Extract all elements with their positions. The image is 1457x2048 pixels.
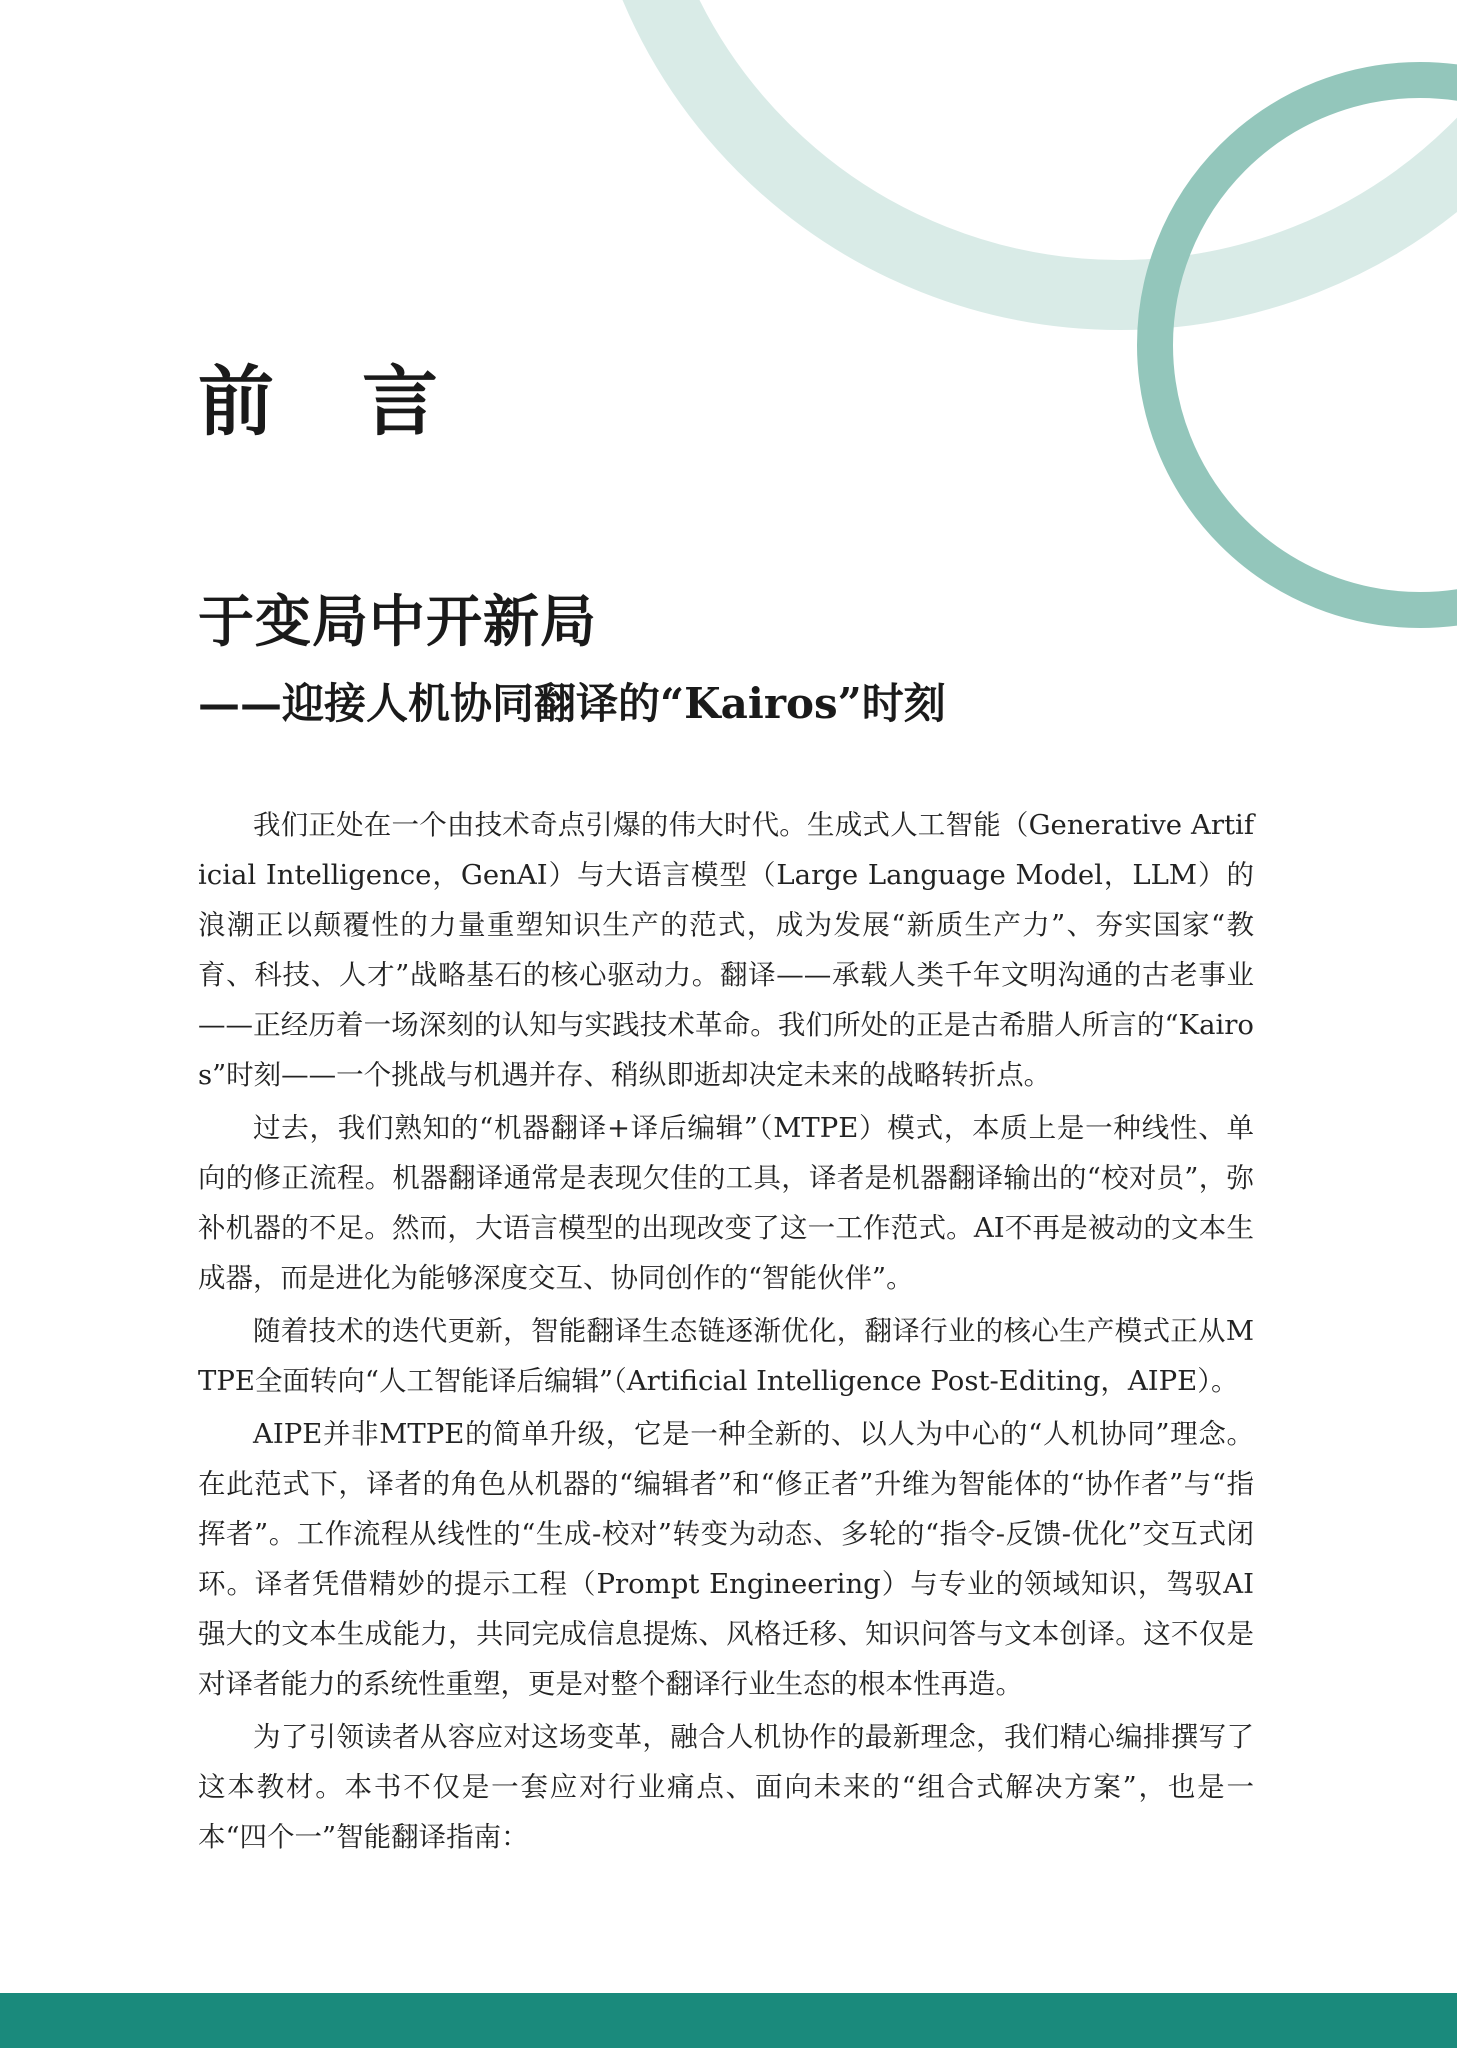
- paragraph: 为了引领读者从容应对这场变革，融合人机协作的最新理念，我们精心编排撰写了这本教材。本书不仅是一套应对行业痛点、面向未来的“组合式解决方案”，也是一本“四个一”智能翻译指南：: [198, 1721, 1254, 1853]
- article-title: 于变局中开新局: [198, 589, 597, 655]
- article-subtitle: ——迎接人机协同翻译的“Kairos”时刻: [198, 679, 946, 728]
- paragraph: 过去，我们熟知的“机器翻译+译后编辑”（MTPE）模式，本质上是一种线性、单向的修正流程。机器翻译通常是表现欠佳的工具，译者是机器翻译输出的“校对员”，弥补机器的不足。然而，大语言模型的出现改变了这一工作范式。AI不再是被动的文本生成器，而是进化为能够深度交互、协同创作的“智能伙伴”。: [198, 1112, 1254, 1294]
- footer-bar: [0, 1993, 1457, 2048]
- decor-ring-dark: [1155, 80, 1457, 610]
- page-title: 前言: [198, 357, 526, 446]
- decor-arc-light: [615, 0, 1457, 295]
- paragraph: 我们正处在一个由技术奇点引爆的伟大时代。生成式人工智能（Generative Artificial Intelligence，GenAI）与大语言模型（Large Language Model，LLM）的浪潮正以颠覆性的力量重塑知识生产的范式，成为发展“新质生产力”、夯实国家“教育、科技、人才”战略基石的核心驱动力。翻译——承载人类千年文明沟通的古老事业——正经历着一场深刻的认知与实践技术革命。我们所处的正是古希腊人所言的“Kairos”时刻——一个挑战与机遇并存、稍纵即逝却决定未来的战略转折点。: [198, 809, 1254, 1091]
- paragraph: AIPE并非MTPE的简单升级，它是一种全新的、以人为中心的“人机协同”理念。在此范式下，译者的角色从机器的“编辑者”和“修正者”升维为智能体的“协作者”与“指挥者”。工作流程从线性的“生成-校对”转变为动态、多轮的“指令-反馈-优化”交互式闭环。译者凭借精妙的提示工程（Prompt Engineering）与专业的领域知识，驾驭AI强大的文本生成能力，共同完成信息提炼、风格迁移、知识问答与文本创译。这不仅是对译者能力的系统性重塑，更是对整个翻译行业生态的根本性再造。: [198, 1418, 1254, 1700]
- body-text: [198, 800, 1254, 1865]
- paragraph: 随着技术的迭代更新，智能翻译生态链逐渐优化，翻译行业的核心生产模式正从MTPE全面转向“人工智能译后编辑”（Artificial Intelligence Post-Editing，AIPE）。: [198, 1315, 1254, 1397]
